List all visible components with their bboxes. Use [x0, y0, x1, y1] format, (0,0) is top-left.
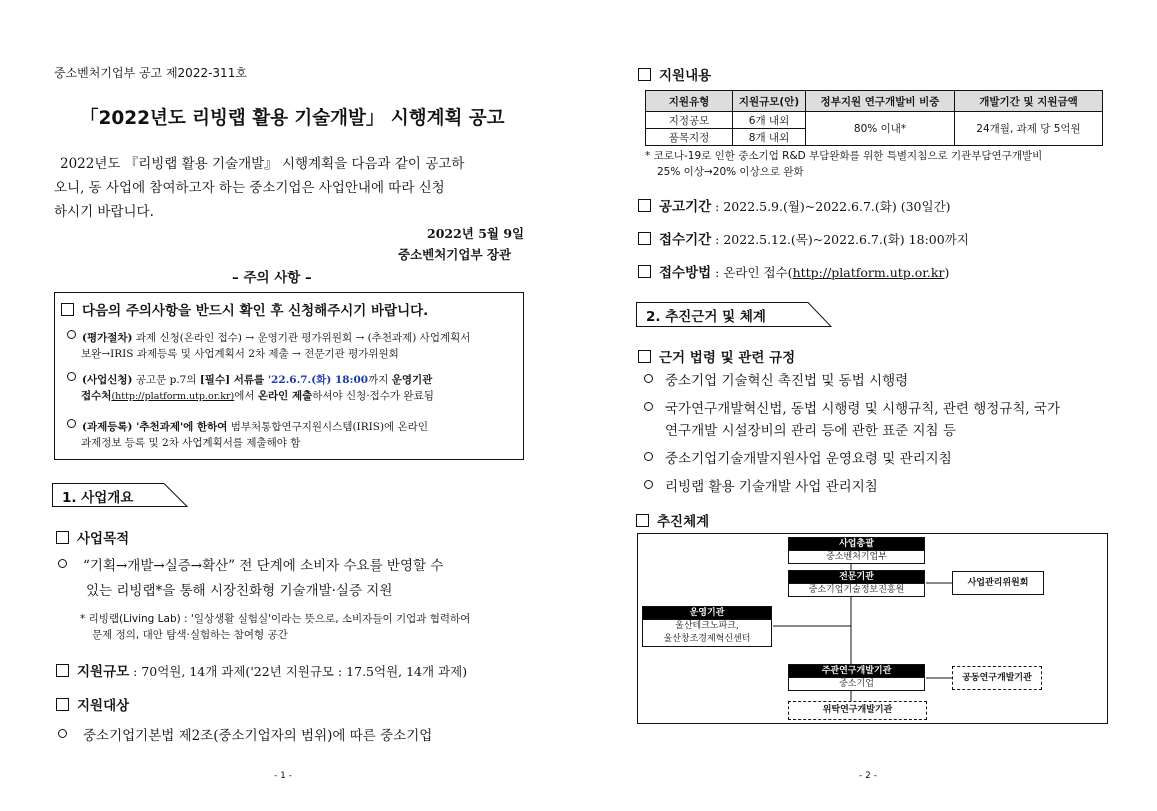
- notice-item-label: (과제등록): [82, 421, 133, 433]
- notice-title-text: 다음의 주의사항을 반드시 확인 후 신청해주시기 바랍니다.: [82, 303, 429, 319]
- notice-heading: – 주의 사항 –: [232, 270, 312, 286]
- table-cell: 품목지정: [646, 129, 733, 146]
- target-heading-text: 지원대상: [77, 698, 130, 714]
- table-cell: 80% 이내*: [806, 112, 955, 146]
- circle-bullet-icon: [644, 480, 653, 489]
- lead-name: 중소기업: [788, 678, 925, 691]
- lead-title: 주관연구개발기관: [788, 664, 925, 678]
- notice-item-emphasis: 운영기관: [391, 374, 433, 386]
- purpose-line: 있는 리빙랩*을 통해 시장친화형 기술개발·실증 지원: [86, 583, 393, 599]
- section-1-title: 1. 사업개요: [62, 490, 134, 506]
- notice-item-text: 과제정보 등록 및 2차 사업계획서를 제출해야 함: [81, 437, 301, 449]
- purpose-text: [58, 554, 533, 604]
- list-item-text: 중소기업기술개발지원사업 운영요령 및 관리지침: [665, 451, 952, 467]
- method-row: [638, 261, 949, 281]
- scale-heading: 지원규모: [77, 664, 130, 680]
- page-number: - 1 -: [274, 771, 292, 781]
- note-line: 문제 정의, 대안 탐색·실험하는 참여형 공간: [92, 629, 288, 641]
- page-title: 「2022년도 리빙랩 활용 기술개발」 시행계획 공고: [80, 108, 505, 129]
- deadline-date: '22.6.7.(화) 18:00: [267, 374, 369, 386]
- table-cell: 8개 내외: [733, 129, 806, 146]
- ministry-box: [788, 537, 925, 563]
- notice-title: [61, 299, 428, 319]
- intro-paragraph: [54, 152, 529, 224]
- ministry-name: 중소벤처기업부: [788, 551, 925, 564]
- period-heading: 공고기간: [659, 199, 712, 215]
- method-text: : 온라인 접수(: [711, 265, 793, 280]
- notice-item-emphasis: '추천과제'에 한하여: [132, 421, 228, 433]
- agency-box: [788, 570, 925, 596]
- checkbox-icon: [638, 232, 651, 245]
- committee-box: 사업관리위원회: [952, 571, 1044, 595]
- basis-heading: [638, 346, 795, 366]
- intro-line: 하시기 바랍니다.: [54, 204, 154, 220]
- table-header: 정부지원 연구개발비 비중: [806, 91, 955, 112]
- period-text: : 2022.5.9.(월)~2022.6.7.(화) (30일간): [711, 199, 951, 214]
- notice-item-emphasis: 접수처: [81, 390, 112, 402]
- purpose-heading-text: 사업목적: [77, 531, 130, 547]
- note-line: * 리빙랩(Living Lab) : '일상생활 실험실'이라는 뜻으로, 소비자들이 기업과 협력하여: [80, 613, 471, 625]
- notice-item-emphasis: 온라인 제출: [257, 390, 313, 402]
- target-text-line: 중소기업기본법 제2조(중소기업자의 범위)에 따른 중소기업: [83, 728, 433, 744]
- list-item: [644, 448, 1114, 470]
- list-item-text: 국가연구개발혁신법, 동법 시행령 및 시행규칙, 관련 행정규칙, 국가: [665, 401, 1061, 417]
- notice-item-text: 에서: [234, 390, 258, 402]
- method-text: ): [944, 265, 950, 280]
- receipt-heading: 접수기간: [659, 232, 712, 248]
- checkbox-icon: [638, 350, 651, 363]
- operator-box: [642, 606, 772, 646]
- notice-item-label: (평가절차): [82, 332, 133, 344]
- support-content-heading-text: 지원내용: [659, 68, 712, 84]
- list-item: [644, 370, 1114, 392]
- intro-line: 2022년도 『리빙랩 활용 기술개발』 시행계획을 다음과 같이 공고하: [60, 156, 465, 172]
- checkbox-icon: [56, 698, 69, 711]
- checkbox-icon: [638, 265, 651, 278]
- circle-bullet-icon: [67, 419, 76, 428]
- checkbox-icon: [56, 531, 69, 544]
- notice-item-2: [67, 372, 522, 405]
- lead-institution-box: [788, 664, 925, 690]
- table-row: [646, 112, 1103, 129]
- announcement-date: 2022년 5월 9일: [427, 226, 525, 241]
- notice-item-3: [67, 419, 522, 451]
- notice-item-text: 과제 신청(온라인 접수) → 운영기관 평가위원회 → (추천과제) 사업계획서: [132, 332, 471, 344]
- operator-name: 울산테크노파크,: [675, 621, 739, 631]
- list-item: [644, 398, 1114, 420]
- circle-bullet-icon: [644, 402, 653, 411]
- section-2-tag: [636, 302, 832, 327]
- notice-item-emphasis: [필수] 서류를: [199, 374, 268, 386]
- list-item-cont: [644, 420, 1114, 442]
- notice-item-text: 범부처통합연구지원시스템(IRIS)에 온라인: [227, 421, 428, 433]
- list-item-text: 중소기업 기술혁신 촉진법 및 동법 시행령: [665, 373, 909, 389]
- method-heading: 접수방법: [659, 265, 712, 281]
- living-lab-note: [80, 611, 530, 643]
- platform-link[interactable]: http://platform.utp.or.kr: [792, 265, 945, 280]
- period-row: [638, 195, 951, 215]
- receipt-row: [638, 228, 969, 248]
- platform-link[interactable]: (http://platform.utp.or.kr): [111, 391, 235, 402]
- table-header: 지원유형: [646, 91, 733, 112]
- announcement-number: 중소벤처기업부 공고 제2022-311호: [54, 66, 247, 80]
- notice-item-1: [67, 330, 522, 362]
- support-content-heading: [638, 64, 711, 84]
- system-heading-text: 추진체계: [657, 514, 710, 530]
- operator-names: [642, 620, 772, 647]
- notice-item-label: (사업신청): [82, 374, 133, 386]
- section-1-tag: [52, 483, 188, 507]
- agency-name: 중소기업기술정보진흥원: [788, 584, 925, 597]
- circle-bullet-icon: [644, 452, 653, 461]
- note-line: 25% 이상→20% 이상으로 완화: [657, 166, 804, 178]
- agency-title: 전문기관: [788, 570, 925, 584]
- target-text: [58, 724, 432, 744]
- notice-item-text: 공고문 p.7의: [132, 374, 200, 386]
- page-number: - 2 -: [859, 771, 877, 781]
- table-cell: 지정공모: [646, 112, 733, 129]
- scale-row: [56, 660, 467, 680]
- purpose-heading: [56, 527, 129, 547]
- table-header: 지원규모(안): [733, 91, 806, 112]
- minister-signature: 중소벤처기업부 장관: [398, 247, 512, 262]
- scale-text: : 70억원, 14개 과제('22년 지원규모 : 17.5억원, 14개 과제): [129, 664, 468, 679]
- circle-bullet-icon: [67, 330, 76, 339]
- circle-bullet-icon: [58, 559, 67, 568]
- circle-bullet-icon: [58, 729, 67, 738]
- target-heading: [56, 694, 129, 714]
- note-line: * 코로나-19로 인한 중소기업 R&D 부담완화를 위한 특별지침으로 기관부담연구개발비: [645, 150, 1043, 162]
- checkbox-icon: [638, 68, 651, 81]
- list-item-text: 연구개발 시설장비의 관리 등에 관한 표준 지침 등: [665, 423, 956, 439]
- checkbox-icon: [56, 664, 69, 677]
- table-note: [645, 148, 1115, 180]
- notice-item-text: 하셔야 신청·접수가 완료됨: [312, 390, 434, 402]
- intro-line: 오니, 동 사업에 참여하고자 하는 중소기업은 사업안내에 따라 신청: [54, 180, 445, 196]
- ministry-title: 사업총괄: [788, 537, 925, 551]
- notice-box: [54, 292, 524, 460]
- purpose-line: “기획→개발→실증→확산” 전 단계에 소비자 수요를 반영할 수: [83, 558, 444, 574]
- operator-title: 운영기관: [642, 606, 772, 620]
- checkbox-icon: [61, 303, 74, 316]
- support-table: [645, 90, 1103, 146]
- joint-institution-box: 공동연구개발기관: [952, 666, 1042, 690]
- checkbox-icon: [638, 199, 651, 212]
- org-diagram: [637, 533, 1108, 724]
- consign-institution-box: 위탁연구개발기관: [788, 701, 927, 720]
- circle-bullet-icon: [644, 374, 653, 383]
- circle-bullet-icon: [67, 372, 76, 381]
- table-header: 개발기간 및 지원금액: [955, 91, 1103, 112]
- receipt-text: : 2022.5.12.(목)~2022.6.7.(화) 18:00까지: [711, 232, 969, 247]
- notice-item-text: 까지: [368, 374, 392, 386]
- list-item: [644, 476, 1114, 498]
- table-cell: 24개월, 과제 당 5억원: [955, 112, 1103, 146]
- operator-name: 울산창조경제혁신센터: [663, 634, 751, 644]
- section-2-title: 2. 추진근거 및 체계: [646, 309, 766, 325]
- table-cell: 6개 내외: [733, 112, 806, 129]
- system-heading: [636, 510, 709, 530]
- checkbox-icon: [636, 514, 649, 527]
- basis-list: [644, 370, 1114, 498]
- notice-item-text: 보완→IRIS 과제등록 및 사업계획서 2차 제출 → 전문기관 평가위원회: [81, 348, 399, 360]
- table-header-row: [646, 91, 1103, 112]
- list-item-text: 리빙랩 활용 기술개발 사업 관리지침: [665, 479, 878, 495]
- basis-heading-text: 근거 법령 및 관련 규정: [659, 350, 796, 366]
